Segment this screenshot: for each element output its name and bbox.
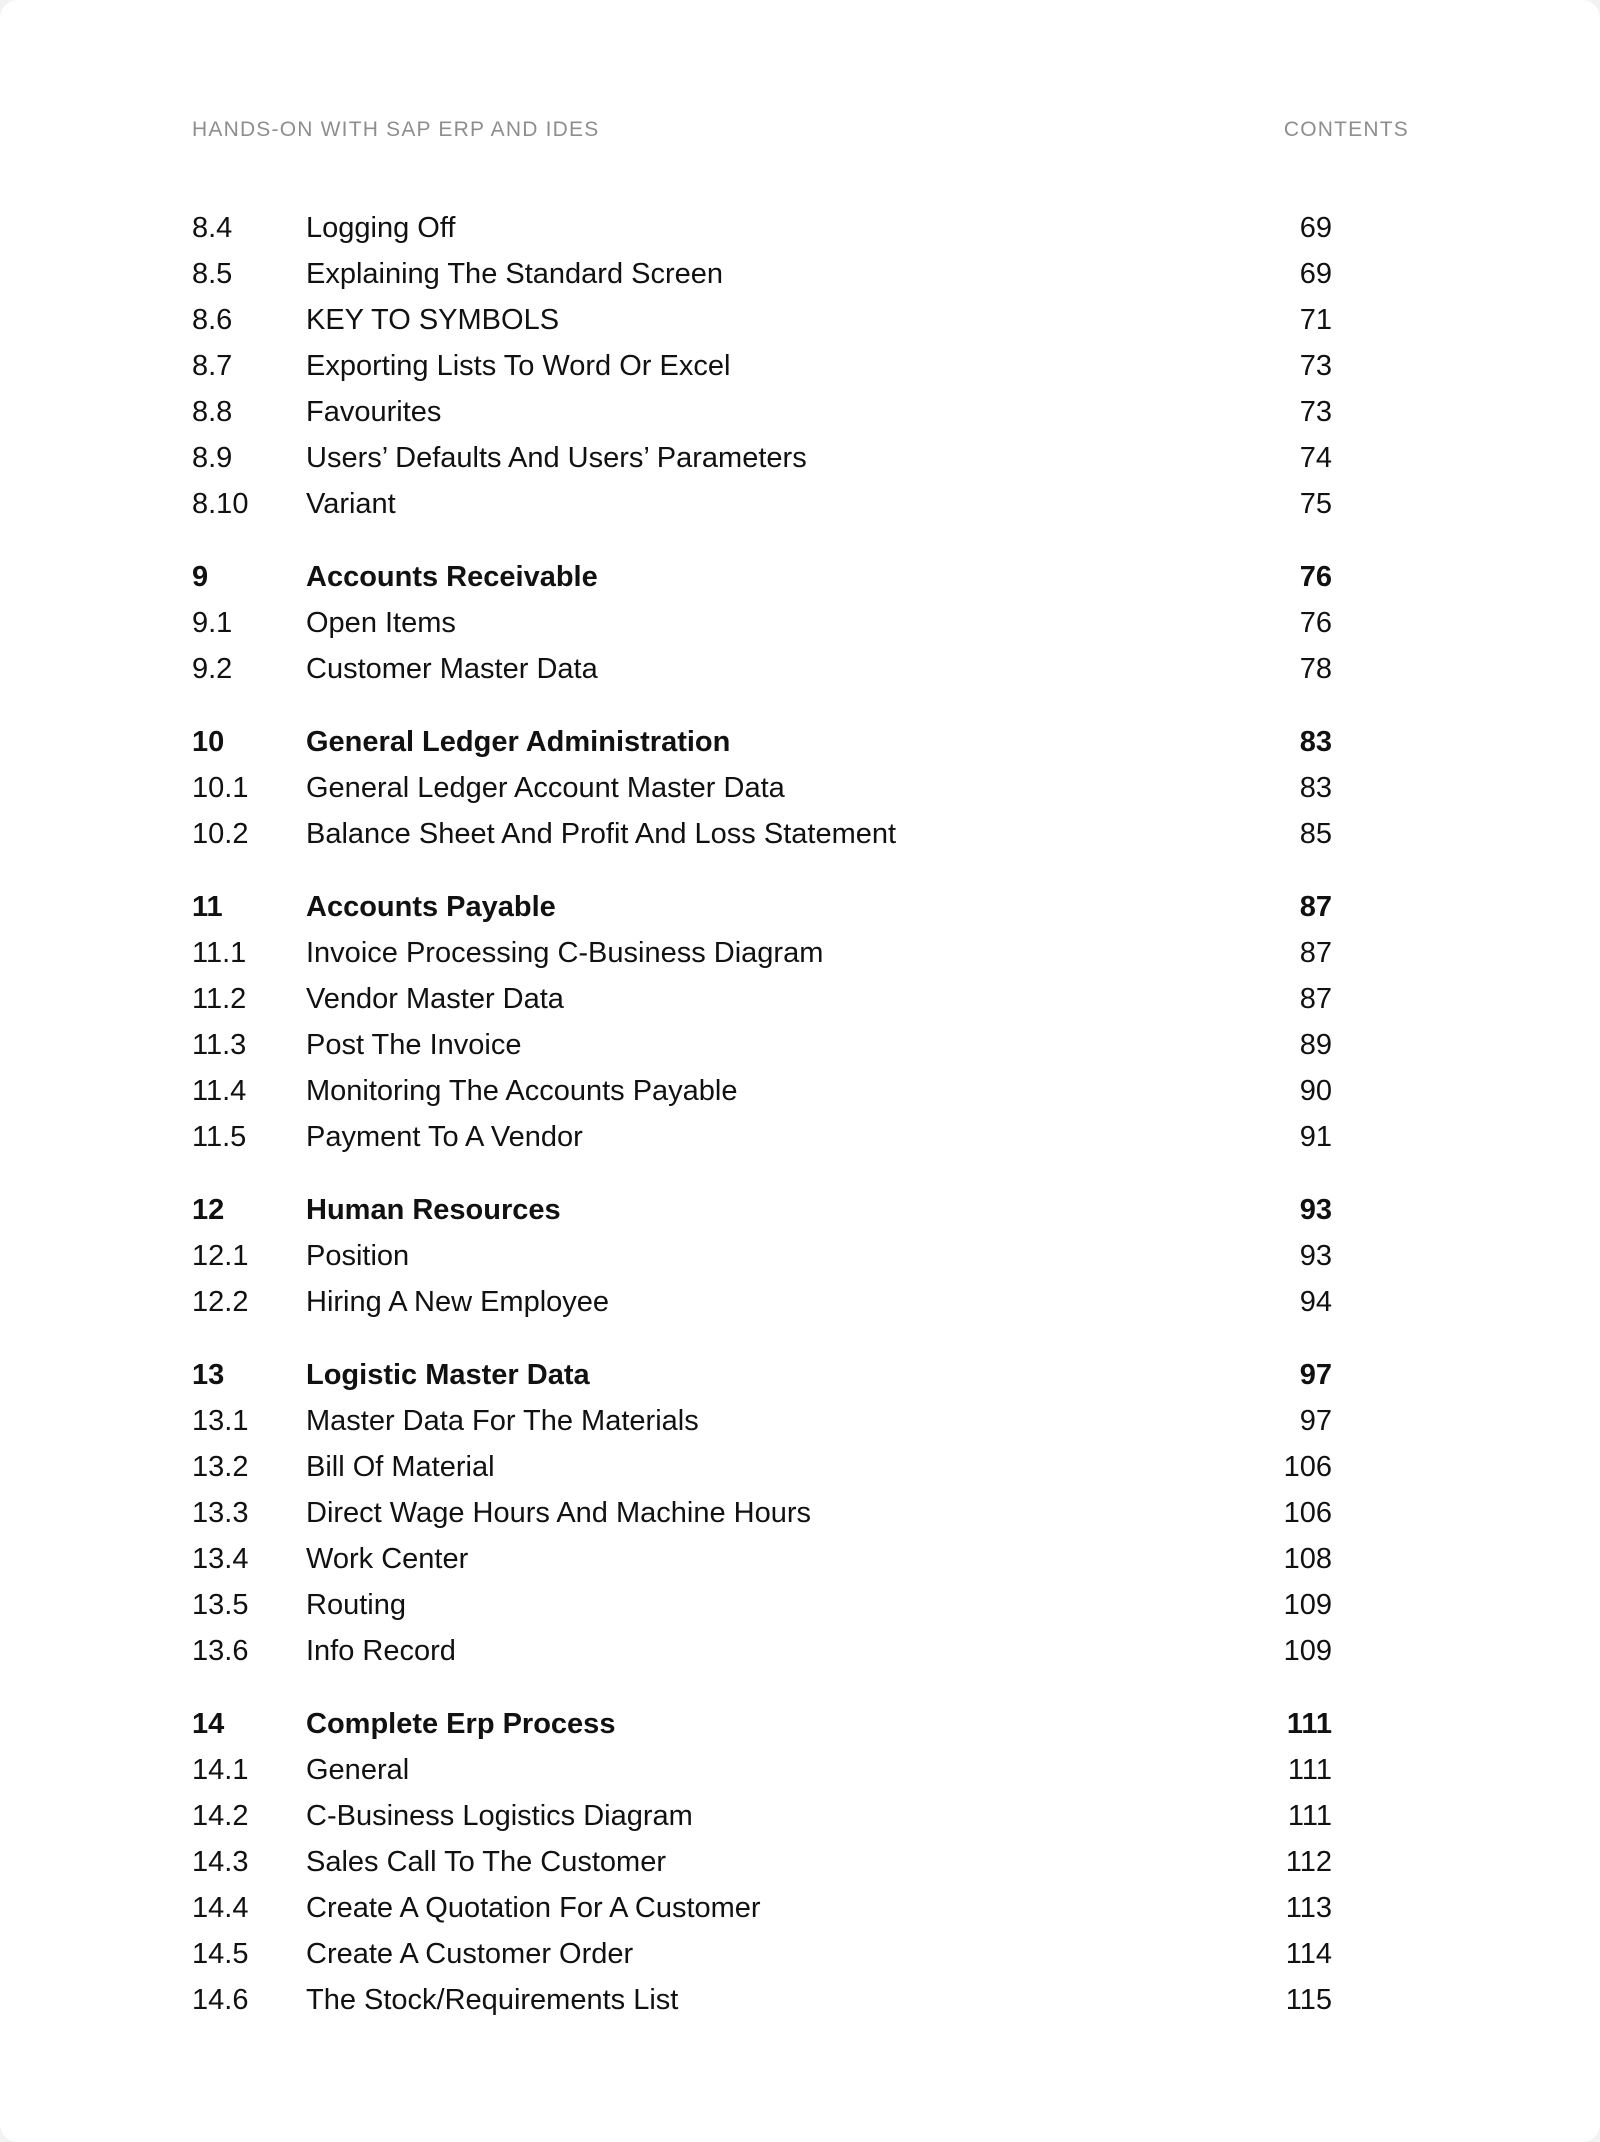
toc-entry[interactable] bbox=[192, 930, 1332, 976]
entry-title: Create A Customer Order bbox=[306, 1938, 634, 1970]
entry-number: 11.2 bbox=[192, 983, 247, 1015]
toc-entry[interactable] bbox=[192, 1747, 1332, 1793]
toc-entry[interactable] bbox=[192, 1114, 1332, 1160]
book-title: HANDS-ON WITH SAP ERP AND IDES bbox=[192, 118, 600, 141]
entry-page-number: 83 bbox=[1299, 772, 1332, 804]
entry-title: Create A Quotation For A Customer bbox=[306, 1892, 761, 1924]
toc-section bbox=[192, 1701, 1332, 2023]
entry-title: Favourites bbox=[306, 396, 442, 428]
toc-section bbox=[192, 719, 1332, 857]
entry-number: 14.4 bbox=[192, 1892, 249, 1924]
toc-entry[interactable] bbox=[192, 1885, 1332, 1931]
toc-section bbox=[192, 1352, 1332, 1674]
toc-entry[interactable] bbox=[192, 811, 1332, 857]
toc-entry[interactable] bbox=[192, 1233, 1332, 1279]
entry-title: KEY TO SYMBOLS bbox=[306, 304, 560, 336]
toc-entry[interactable] bbox=[192, 600, 1332, 646]
entry-page-number: 111 bbox=[1287, 1754, 1332, 1786]
toc-entry[interactable] bbox=[192, 1398, 1332, 1444]
entry-title: Work Center bbox=[306, 1543, 469, 1575]
entry-number: 8.8 bbox=[192, 396, 233, 428]
entry-page-number: 75 bbox=[1299, 488, 1332, 520]
entry-title: Post The Invoice bbox=[306, 1029, 522, 1061]
entry-number: 8.5 bbox=[192, 258, 233, 290]
toc-chapter-entry[interactable] bbox=[192, 719, 1332, 765]
toc-entry[interactable] bbox=[192, 1022, 1332, 1068]
toc-entry[interactable] bbox=[192, 1068, 1332, 1114]
entry-page-number: 93 bbox=[1299, 1194, 1332, 1226]
entry-title: C-Business Logistics Diagram bbox=[306, 1800, 693, 1832]
entry-title: Human Resources bbox=[306, 1194, 561, 1226]
entry-number: 9.2 bbox=[192, 653, 233, 685]
toc-section bbox=[192, 554, 1332, 692]
entry-number: 8.6 bbox=[192, 304, 233, 336]
toc-entry[interactable] bbox=[192, 1536, 1332, 1582]
toc-entry[interactable] bbox=[192, 481, 1332, 527]
running-header bbox=[192, 118, 1409, 144]
entry-number: 12 bbox=[192, 1194, 225, 1226]
entry-number: 13.1 bbox=[192, 1405, 249, 1437]
toc-entry[interactable] bbox=[192, 297, 1332, 343]
entry-number: 9 bbox=[192, 561, 209, 593]
entry-title: Accounts Payable bbox=[306, 891, 556, 923]
entry-page-number: 111 bbox=[1287, 1800, 1332, 1832]
entry-page-number: 73 bbox=[1299, 396, 1332, 428]
entry-title: Sales Call To The Customer bbox=[306, 1846, 666, 1878]
table-of-contents bbox=[192, 205, 1332, 2050]
toc-entry[interactable] bbox=[192, 1582, 1332, 1628]
entry-title: Accounts Receivable bbox=[306, 561, 598, 593]
toc-chapter-entry[interactable] bbox=[192, 1352, 1332, 1398]
entry-title: General Ledger Account Master Data bbox=[306, 772, 785, 804]
entry-number: 8.4 bbox=[192, 212, 233, 244]
entry-page-number: 109 bbox=[1283, 1635, 1332, 1667]
toc-section bbox=[192, 1187, 1332, 1325]
entry-page-number: 109 bbox=[1283, 1589, 1332, 1621]
entry-page-number: 87 bbox=[1299, 983, 1332, 1015]
entry-number: 11.1 bbox=[192, 937, 247, 969]
toc-chapter-entry[interactable] bbox=[192, 1701, 1332, 1747]
toc-entry[interactable] bbox=[192, 1628, 1332, 1674]
toc-entry[interactable] bbox=[192, 1490, 1332, 1536]
entry-title: Customer Master Data bbox=[306, 653, 598, 685]
entry-page-number: 91 bbox=[1299, 1121, 1332, 1153]
entry-number: 11.5 bbox=[192, 1121, 247, 1153]
toc-entry[interactable] bbox=[192, 1931, 1332, 1977]
toc-entry[interactable] bbox=[192, 1793, 1332, 1839]
toc-entry[interactable] bbox=[192, 251, 1332, 297]
entry-page-number: 97 bbox=[1299, 1405, 1332, 1437]
entry-page-number: 87 bbox=[1299, 937, 1332, 969]
toc-section bbox=[192, 205, 1332, 527]
entry-title: General bbox=[306, 1754, 410, 1786]
toc-section bbox=[192, 884, 1332, 1160]
entry-page-number: 87 bbox=[1299, 891, 1332, 923]
toc-entry[interactable] bbox=[192, 646, 1332, 692]
entry-number: 13.4 bbox=[192, 1543, 249, 1575]
toc-entry[interactable] bbox=[192, 1977, 1332, 2023]
entry-number: 13 bbox=[192, 1359, 225, 1391]
entry-title: Hiring A New Employee bbox=[306, 1286, 610, 1318]
toc-chapter-entry[interactable] bbox=[192, 884, 1332, 930]
entry-page-number: 115 bbox=[1285, 1984, 1332, 2016]
toc-entry[interactable] bbox=[192, 1279, 1332, 1325]
entry-title: General Ledger Administration bbox=[306, 726, 731, 758]
entry-title: Monitoring The Accounts Payable bbox=[306, 1075, 738, 1107]
entry-title: Bill Of Material bbox=[306, 1451, 495, 1483]
entry-number: 13.2 bbox=[192, 1451, 249, 1483]
entry-title: Balance Sheet And Profit And Loss Statement bbox=[306, 818, 897, 850]
entry-number: 10 bbox=[192, 726, 225, 758]
entry-title: Direct Wage Hours And Machine Hours bbox=[306, 1497, 812, 1529]
entry-page-number: 76 bbox=[1299, 561, 1332, 593]
entry-number: 10.1 bbox=[192, 772, 249, 804]
entry-number: 9.1 bbox=[192, 607, 233, 639]
entry-number: 13.6 bbox=[192, 1635, 249, 1667]
entry-page-number: 114 bbox=[1285, 1938, 1332, 1970]
entry-title: Logging Off bbox=[306, 212, 456, 244]
entry-title: Users’ Defaults And Users’ Parameters bbox=[306, 442, 807, 474]
entry-title: The Stock/Requirements List bbox=[306, 1984, 679, 2016]
entry-page-number: 93 bbox=[1299, 1240, 1332, 1272]
entry-page-number: 83 bbox=[1299, 726, 1332, 758]
entry-title: Variant bbox=[306, 488, 396, 520]
entry-number: 14.6 bbox=[192, 1984, 249, 2016]
entry-page-number: 106 bbox=[1283, 1451, 1332, 1483]
entry-number: 13.3 bbox=[192, 1497, 249, 1529]
entry-number: 11 bbox=[192, 891, 223, 923]
toc-chapter-entry[interactable] bbox=[192, 554, 1332, 600]
entry-title: Info Record bbox=[306, 1635, 456, 1667]
entry-number: 8.9 bbox=[192, 442, 233, 474]
toc-entry[interactable] bbox=[192, 205, 1332, 251]
toc-entry[interactable] bbox=[192, 1444, 1332, 1490]
entry-number: 11.4 bbox=[192, 1075, 247, 1107]
entry-number: 14.3 bbox=[192, 1846, 249, 1878]
entry-title: Open Items bbox=[306, 607, 456, 639]
entry-page-number: 73 bbox=[1299, 350, 1332, 382]
entry-title: Payment To A Vendor bbox=[306, 1121, 583, 1153]
entry-title: Position bbox=[306, 1240, 410, 1272]
entry-number: 11.3 bbox=[192, 1029, 247, 1061]
entry-page-number: 74 bbox=[1299, 442, 1332, 474]
entry-number: 13.5 bbox=[192, 1589, 249, 1621]
entry-page-number: 89 bbox=[1299, 1029, 1332, 1061]
toc-entry[interactable] bbox=[192, 435, 1332, 481]
entry-number: 10.2 bbox=[192, 818, 249, 850]
entry-page-number: 69 bbox=[1299, 258, 1332, 290]
entry-page-number: 106 bbox=[1283, 1497, 1332, 1529]
entry-title: Exporting Lists To Word Or Excel bbox=[306, 350, 731, 382]
entry-number: 14 bbox=[192, 1708, 225, 1740]
entry-title: Explaining The Standard Screen bbox=[306, 258, 724, 290]
entry-page-number: 97 bbox=[1299, 1359, 1332, 1391]
entry-page-number: 71 bbox=[1299, 304, 1332, 336]
entry-title: Logistic Master Data bbox=[306, 1359, 590, 1391]
entry-page-number: 111 bbox=[1286, 1708, 1332, 1740]
entry-page-number: 78 bbox=[1299, 653, 1332, 685]
entry-title: Complete Erp Process bbox=[306, 1708, 616, 1740]
entry-page-number: 90 bbox=[1299, 1075, 1332, 1107]
entry-page-number: 69 bbox=[1299, 212, 1332, 244]
entry-page-number: 76 bbox=[1299, 607, 1332, 639]
toc-entry[interactable] bbox=[192, 343, 1332, 389]
entry-page-number: 113 bbox=[1285, 1892, 1332, 1924]
entry-number: 12.2 bbox=[192, 1286, 249, 1318]
entry-number: 12.1 bbox=[192, 1240, 249, 1272]
entry-number: 8.7 bbox=[192, 350, 233, 382]
entry-title: Routing bbox=[306, 1589, 406, 1621]
toc-entry[interactable] bbox=[192, 389, 1332, 435]
entry-number: 8.10 bbox=[192, 488, 249, 520]
toc-entry[interactable] bbox=[192, 976, 1332, 1022]
toc-chapter-entry[interactable] bbox=[192, 1187, 1332, 1233]
entry-page-number: 112 bbox=[1285, 1846, 1332, 1878]
entry-number: 14.2 bbox=[192, 1800, 249, 1832]
entry-page-number: 108 bbox=[1283, 1543, 1332, 1575]
entry-page-number: 85 bbox=[1299, 818, 1332, 850]
entry-title: Master Data For The Materials bbox=[306, 1405, 699, 1437]
entry-title: Invoice Processing C-Business Diagram bbox=[306, 937, 824, 969]
section-label: CONTENTS bbox=[1283, 118, 1409, 141]
entry-page-number: 94 bbox=[1299, 1286, 1332, 1318]
entry-number: 14.5 bbox=[192, 1938, 249, 1970]
entry-title: Vendor Master Data bbox=[306, 983, 564, 1015]
entry-number: 14.1 bbox=[192, 1754, 249, 1786]
toc-entry[interactable] bbox=[192, 1839, 1332, 1885]
toc-entry[interactable] bbox=[192, 765, 1332, 811]
